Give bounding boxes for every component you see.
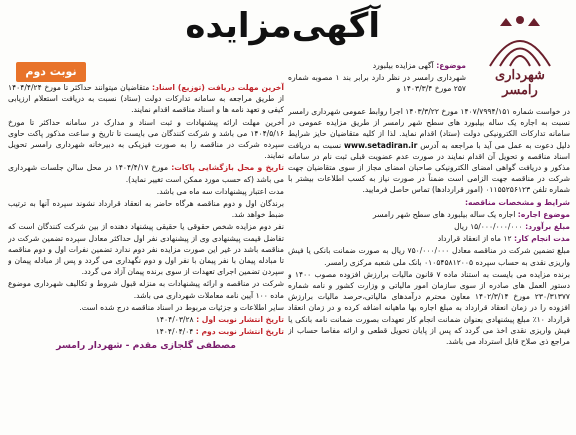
estimate-heading: مبلغ برآورد: (525, 222, 570, 232)
intro-line: شهرداری رامسر در نظر دارد برابر بند ۱ مصوبه شماره ۲۵۷ مورخ ۱۴۰۳/۳/۴ و (288, 73, 466, 94)
submission-paragraph: آخرین مهلت ارائه پیشنهادات و ثبت اسناد و مدارک در سامانه حداکثر تا مورخ ۱۴۰۴/۵/۱۶ می باشد و شرکت کنندگان می بایست تا تاریخ و ساعت مذکور پاکت حاوی سپرده شرکت در مناقصه را به صورت فیزیکی به دبیرخانه شهرداری رامسر تحویل نمایند. (8, 117, 284, 161)
deadline-text: متقاضیان میتوانند حداکثر تا مورخ ۱۴۰۴/۴/۲۴ از طریق مراجعه به سامانه تدارکات دولت (ستاد) نسبت به دریافت استعلام ارزیابی کیفی و تعهد نامه ها و اسناد مناقصه اقدام نمایند. (8, 83, 284, 115)
left-column (8, 82, 284, 432)
deadline-heading: آخرین مهلت دریافت (توزیع) اسناد: (152, 83, 284, 92)
second-round-badge: نوبت دوم (16, 62, 86, 82)
second-publish-heading: تاریخ انتشار نوبت دوم : (195, 327, 284, 337)
intro-paragraph: در خواست شماره ۱۴۰۷/۷۹۹۴/۱۵۱ مورخ ۱۴۰۳/۳/۲۲ اجرا روابط عمومی شهرداری رامسر نسبت به اجاره یک ساله بیلبورد های سطح شهر رامسر از طریق مزایده عمومی در سامانه تدارکات الکترونیکی دولت (ستاد) اقدام نماید. لذا از کلیه متقاضیان حایز شرایط دلیل دعوت به عمل می آید با مراجعه به آدرس (288, 107, 570, 150)
first-publish-heading: تاریخ انتشار نوبت اول : (196, 315, 284, 325)
duration-value: ۱۲ ماه از انعقاد قرارداد (437, 234, 512, 244)
page-title: آگهی‌مزایده (185, 6, 380, 46)
second-bidder-paragraph: نفر دوم مزایده شخص حقوقی یا حقیقی پیشنهاد دهنده از بین شرکت کنندگان است که تفاضل قیمت پیشنهادی وی از پیشنهادی نفر اول حداکثر معادل سپرده تضمین شرکت در مناقصه باشد در غیر این صورت مزایده نفر دوم ندارد تضمین نفرات اول و دوم مناقصه تا مبادله پیمان با نفر پیمان با نفر اول و دوم نگهداری می گردد و پس از مبادله پیمان و سپردن تضمین اجرای تعهدات از سوی برنده پیمان آزاد می گردد. (8, 222, 284, 277)
mayor-signature: مصطفی گلجازی مقدم - شهردار رامسر (56, 340, 236, 352)
second-publish-date: ۱۴۰۴/۰۴/۰۴ (155, 327, 194, 337)
winners-paragraph: برندگان اول و دوم مناقصه هرگاه حاضر به انعقاد قرارداد نشوند سپرده آنها به ترتیب ضبط خواهد شد. (8, 199, 284, 220)
lease-subject-text: اجاره یک ساله بیلبورد های سطح شهر رامسر (372, 209, 516, 219)
setad-url: www.setadiran.ir (343, 140, 418, 150)
lease-subject-heading: موضوع اجاره: (517, 209, 570, 219)
validity-paragraph: مدت اعتبار پیشنهادات سه ماه می باشد. (156, 186, 284, 196)
acceptance-paragraph: شرکت در مناقصه و ارائه پیشنهادات به منزله قبول شروط و تکالیف شهرداری موضوع ماده ۱۰۰ آیین نامه معاملات شهرداری می باشد. (8, 279, 284, 300)
opening-heading: تاریخ و محل بازگشایی پاکات: (171, 163, 284, 173)
estimate-value: ۱۵/۰۰۰/۰۰۰/۰۰۰ ریال (454, 222, 523, 232)
right-column (288, 106, 570, 431)
intro-paragraph-cont: نسبت به دریافت اسناد مناقصه و تحویل آن اقدام نمایند در صورت عدم عضویت قبلی ثبت نام در سامانه مذکور و دریافت گواهی امضای الکترونیکی صاحبان امضای مجاز از سوی متقاضیان جهت شرکت در مناقصه جهت الزامی است ضمناً در صورت نیاز به کسب اطلاعات بیشتر با شماره تلفن ۰۱۱۵۵۲۵۶۱۲۳ (امور قراردادها) تماس حاصل فرمایید. (288, 140, 570, 195)
logo-text: شهرداری رامسر (495, 68, 545, 98)
subject-text: آگهی مزایده بیلبورد (372, 61, 434, 70)
opening-text: مورخ ۱۴۰۴/۴/۱۷ در محل سالن جلسات شهرداری می باشد (که حسب مورد ممکن است تغییر نماید). (8, 163, 284, 184)
ramsar-municipality-logo (470, 6, 570, 104)
tax-paragraph: برنده مزایده می بایست به استناد ماده ۷ قانون مالیات برارزش افزوده مصوب ۱۴۰۰ و دستور العمل های صادره از سوی سازمان امور مالیاتی و وزارت کشور و نامه شماره ۲۳۰/۳۱۳۷۷ مورخ ۱۴۰۲/۳/۱۴ معاون محترم درآمدهای مالیاتی،حرصد مالیات برارزش افزوده را در زمان انعقاد قرارداد به مبلغ اجاره بها ماهیانه اضافه کرده و در زمان انعقاد قرارداد ۱۰٪ مبلغ پیشنهادی بعنوان ضمانت انجام کار تعهدات بصورت ضمانت نامه بانکی یا فیش واریزی نقدی اخذ می گردد که پس از پایان تحویل قطعی و ارائه مفاصا حساب از مراجع ذی صلاح قابل استرداد می باشد. (288, 269, 570, 347)
subject-heading: موضوع: (436, 61, 466, 70)
duration-heading: مدت انجام کار: (513, 234, 570, 244)
right-column-top (288, 60, 466, 96)
conditions-heading: شرایط و مشخصات مناقصه: (464, 197, 570, 207)
other-info-paragraph: سایر اطلاعات و جزئیات مربوط در اسناد مناقصه درج شده است. (79, 302, 284, 312)
first-publish-date: ۱۴۰۴/۰۳/۲۸ (155, 315, 194, 325)
guarantee-paragraph: مبلغ تضمین شرکت در مناقصه معادل ۷۵۰/۰۰۰/۰۰۰ ریال به صورت ضمانت بانکی یا فیش واریزی نقدی به حساب سپرده ۰۱۰۵۴۵۸۱۲۰۰۵ بانک ملی شعبه مرکزی رامسر. (288, 246, 570, 267)
